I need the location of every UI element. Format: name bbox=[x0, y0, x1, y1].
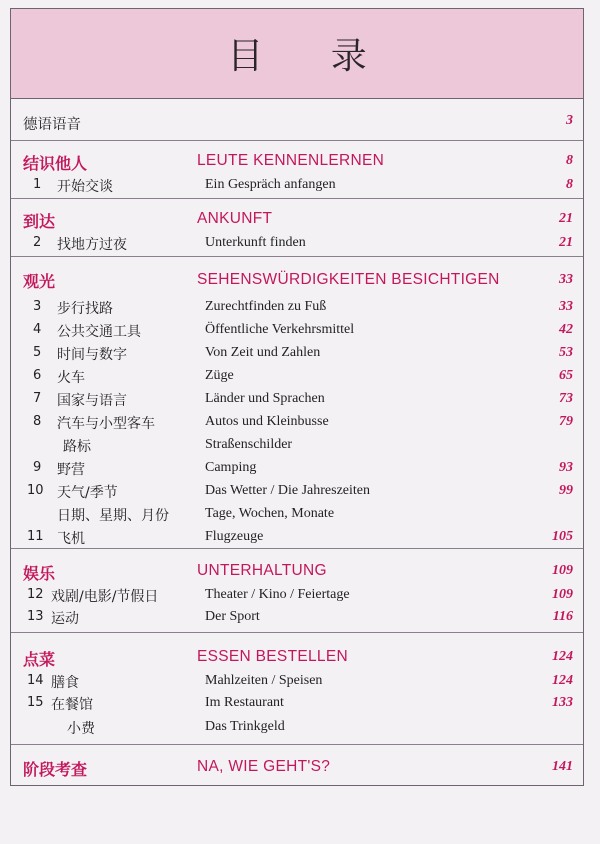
intro-title: 德语语音 bbox=[23, 117, 81, 133]
item-title-de: Öffentliche Verkehrsmittel bbox=[205, 322, 355, 337]
item-number: 10 bbox=[27, 483, 44, 498]
item-title-cn: 路标 bbox=[63, 439, 91, 455]
section-page: 33 bbox=[559, 272, 573, 287]
section-title-cn: 结识他人 bbox=[23, 154, 88, 173]
item-page: 79 bbox=[559, 414, 573, 429]
section-title-cn: 到达 bbox=[23, 212, 56, 231]
section-title-de: ANKUNFT bbox=[197, 210, 273, 227]
item-number: 7 bbox=[33, 391, 42, 406]
item-number: 8 bbox=[33, 414, 42, 429]
page-title: 目 录 bbox=[227, 36, 395, 77]
item-title-cn: 日期、星期、月份 bbox=[57, 508, 169, 524]
intro-row bbox=[11, 99, 583, 141]
item-title-cn: 汽车与小型客车 bbox=[57, 416, 155, 432]
section-leute bbox=[11, 141, 583, 199]
item-title-de: Länder und Sprachen bbox=[205, 391, 325, 406]
item-title-de: Zurechtfinden zu Fuß bbox=[205, 299, 327, 314]
item-page: 116 bbox=[552, 609, 573, 624]
item-page: 93 bbox=[559, 460, 573, 475]
item-number: 4 bbox=[33, 322, 42, 337]
item-number: 12 bbox=[27, 587, 44, 602]
section-essen bbox=[11, 633, 583, 745]
item-number: 15 bbox=[27, 695, 44, 710]
item-number: 14 bbox=[27, 673, 44, 688]
item-page: 105 bbox=[552, 529, 573, 544]
item-title-de: Camping bbox=[205, 460, 257, 475]
item-number: 1 bbox=[33, 177, 42, 192]
section-title-cn: 观光 bbox=[23, 272, 56, 291]
item-title-de: Das Trinkgeld bbox=[205, 719, 285, 734]
section-title-de: NA, WIE GEHT'S? bbox=[197, 758, 331, 775]
item-page: 109 bbox=[552, 587, 573, 602]
section-title-cn: 点菜 bbox=[23, 650, 56, 669]
item-page: 133 bbox=[552, 695, 573, 710]
item-title-cn: 步行找路 bbox=[57, 301, 113, 317]
item-title-de: Unterkunft finden bbox=[205, 235, 306, 250]
item-title-cn: 运动 bbox=[51, 611, 79, 627]
item-title-de: Von Zeit und Zahlen bbox=[205, 345, 321, 360]
item-page: 124 bbox=[552, 673, 573, 688]
item-title-de: Züge bbox=[205, 368, 234, 383]
item-title-cn: 膳食 bbox=[51, 675, 79, 691]
item-title-cn: 小费 bbox=[67, 721, 95, 737]
item-title-cn: 野营 bbox=[57, 462, 85, 478]
item-number: 13 bbox=[27, 609, 44, 624]
item-title-cn: 火车 bbox=[57, 370, 85, 386]
item-title-cn: 公共交通工具 bbox=[57, 324, 141, 340]
item-page: 65 bbox=[559, 368, 573, 383]
item-title-cn: 时间与数字 bbox=[57, 347, 127, 363]
item-title-de: Autos und Kleinbusse bbox=[205, 414, 329, 429]
item-title-de: Ein Gespräch anfangen bbox=[205, 177, 336, 192]
item-page: 73 bbox=[559, 391, 573, 406]
section-title-cn: 娱乐 bbox=[23, 564, 56, 583]
title-band bbox=[11, 9, 583, 99]
intro-page: 3 bbox=[566, 113, 573, 128]
item-title-de: Mahlzeiten / Speisen bbox=[205, 673, 323, 688]
item-title-cn: 找地方过夜 bbox=[57, 237, 127, 253]
item-title-cn: 在餐馆 bbox=[51, 697, 93, 713]
item-page: 33 bbox=[559, 299, 573, 314]
item-title-de: Tage, Wochen, Monate bbox=[205, 506, 335, 521]
item-title-cn: 天气/季节 bbox=[57, 485, 118, 501]
item-title-de: Theater / Kino / Feiertage bbox=[205, 587, 350, 602]
item-number: 2 bbox=[33, 235, 42, 250]
section-title-cn: 阶段考查 bbox=[23, 760, 88, 779]
item-page: 53 bbox=[559, 345, 573, 360]
section-sehenswuerdigkeiten bbox=[11, 257, 583, 549]
section-title-de: UNTERHALTUNG bbox=[197, 562, 327, 579]
item-title-cn: 飞机 bbox=[57, 531, 85, 547]
show-through-area bbox=[0, 786, 600, 844]
item-page: 99 bbox=[559, 483, 573, 498]
section-page: 8 bbox=[566, 153, 573, 168]
item-number: 9 bbox=[33, 460, 42, 475]
item-title-cn: 国家与语言 bbox=[57, 393, 127, 409]
section-page: 109 bbox=[552, 563, 573, 578]
item-number: 5 bbox=[33, 345, 42, 360]
section-title-de: SEHENSWÜRDIGKEITEN BESICHTIGEN bbox=[197, 271, 500, 288]
section-page: 124 bbox=[552, 649, 573, 664]
section-title-de: LEUTE KENNENLERNEN bbox=[197, 152, 385, 169]
section-page: 21 bbox=[559, 211, 573, 226]
section-page: 141 bbox=[552, 759, 573, 774]
section-title-de: ESSEN BESTELLEN bbox=[197, 648, 348, 665]
item-number: 3 bbox=[33, 299, 42, 314]
item-number: 6 bbox=[33, 368, 42, 383]
item-title-de: Das Wetter / Die Jahreszeiten bbox=[205, 483, 370, 498]
item-page: 8 bbox=[566, 177, 573, 192]
item-title-cn: 开始交谈 bbox=[57, 179, 113, 195]
section-unterhaltung bbox=[11, 549, 583, 633]
contents-frame bbox=[10, 8, 584, 786]
section-review bbox=[11, 745, 583, 787]
item-page: 42 bbox=[559, 322, 573, 337]
item-title-de: Der Sport bbox=[205, 609, 260, 624]
item-title-de: Im Restaurant bbox=[205, 695, 284, 710]
item-title-cn: 戏剧/电影/节假日 bbox=[51, 589, 159, 605]
item-title-de: Flugzeuge bbox=[205, 529, 264, 544]
item-number: 11 bbox=[27, 529, 44, 544]
item-page: 21 bbox=[559, 235, 573, 250]
section-ankunft bbox=[11, 199, 583, 257]
item-title-de: Straßenschilder bbox=[205, 437, 293, 452]
